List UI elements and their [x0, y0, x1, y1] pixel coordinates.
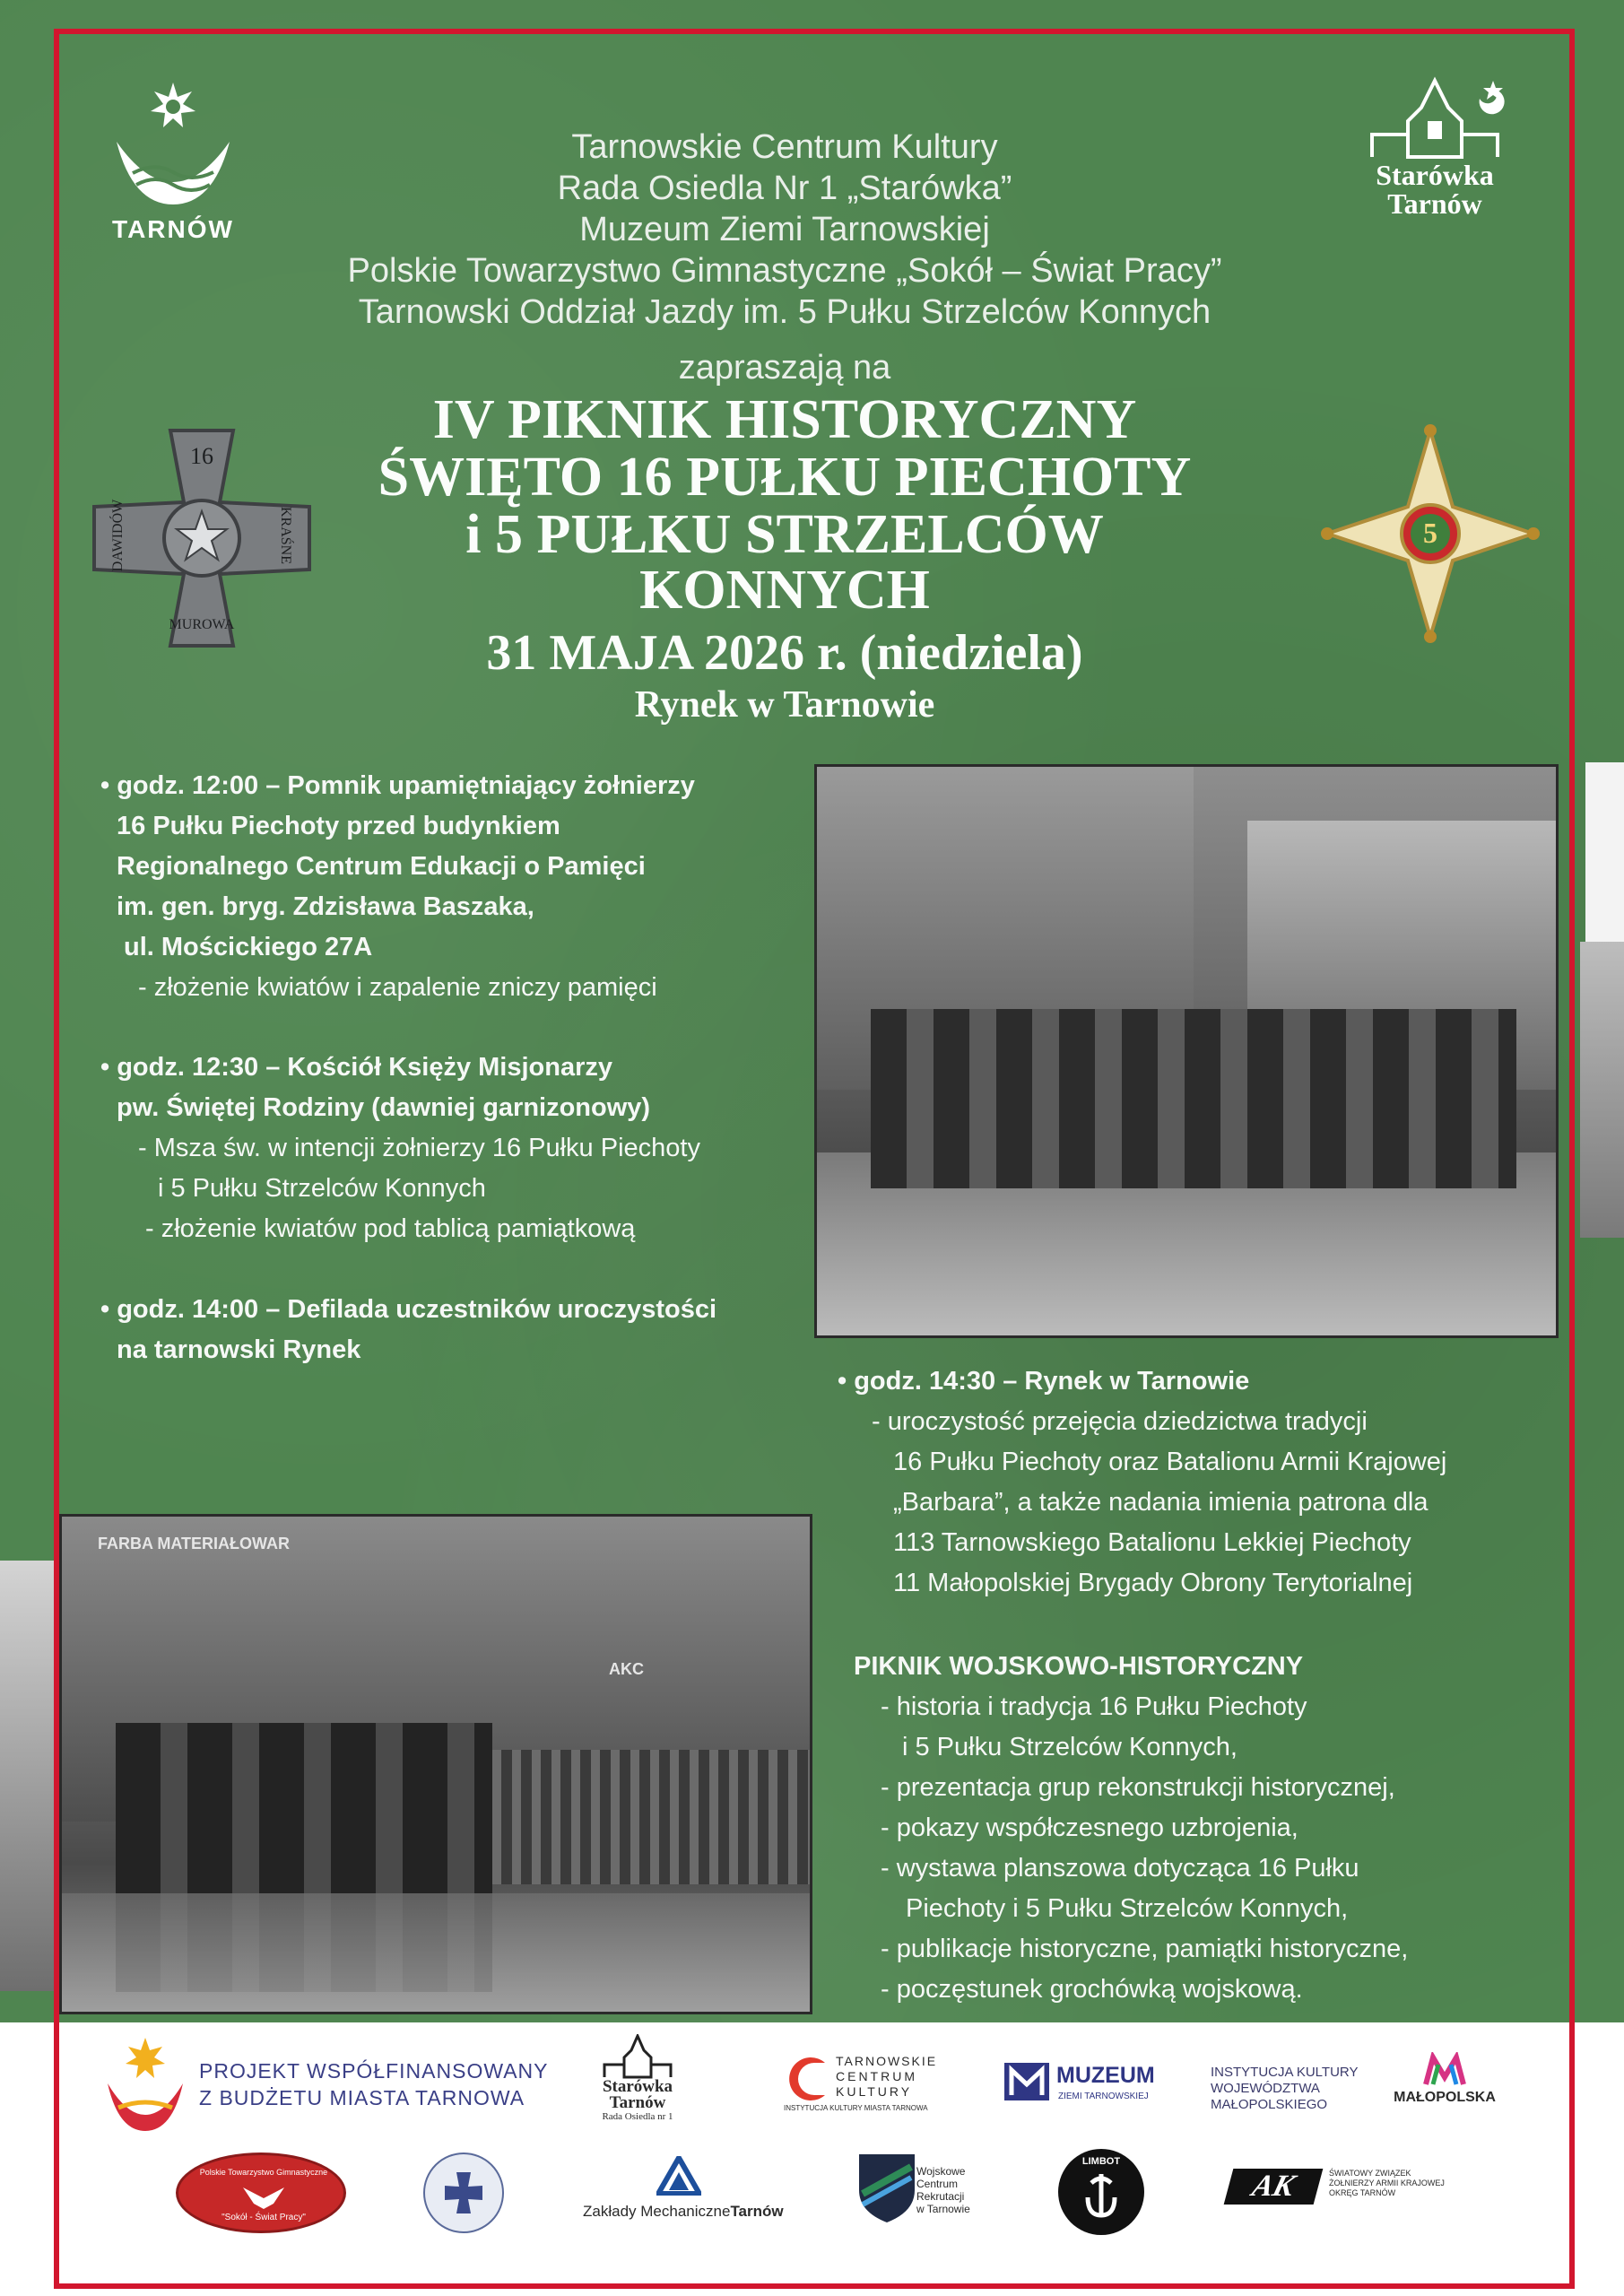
starowka-logo — [1345, 72, 1524, 224]
picnic-section — [854, 1647, 1571, 2010]
starowka-logo-text-2: Tarnów — [1387, 187, 1482, 220]
zaklady-text — [583, 2203, 784, 2221]
event-date: 31 MAJA 2026 r. (niedziela) — [486, 625, 1083, 681]
schedule-item-4-sub-2: 16 Pułku Piechoty oraz Batalionu Armii Krajowej — [893, 1448, 1447, 1476]
ik-line-2: WOJEWÓDZTWA — [1211, 2081, 1320, 2096]
schedule-item-2-sub-3: - złożenie kwiatów pod tablicą pamiątkową — [145, 1214, 636, 1243]
organizer-line-1: Tarnowskie Centrum Kultury — [571, 128, 998, 166]
ik-line-1: INSTYTUCJA KULTURY — [1211, 2065, 1359, 2080]
castle-icon — [1345, 72, 1524, 161]
schedule-item-1-line-3: Regionalnego Centrum Edukacji o Pamięci — [117, 852, 646, 881]
funding-line-2: Z BUDŻETU MIASTA TARNOWA — [199, 2086, 525, 2109]
picnic-sub-4: - pokazy współczesnego uzbrojenia, — [881, 1813, 1298, 1842]
footer-castle-icon — [588, 2034, 687, 2079]
picnic-sub-7: - publikacje historyczne, pamiątki historyczne, — [881, 1935, 1409, 1963]
zaklady-icon — [656, 2156, 701, 2196]
footer-starowka-logo — [588, 2034, 687, 2124]
schedule-item-2-sub-2: i 5 Pułku Strzelców Konnych — [158, 1174, 486, 1203]
organizer-line-4: Polskie Towarzystwo Gimnastyczne „Sokół – Świat Pracy” — [347, 252, 1222, 290]
tck-line-3: KULTURY — [836, 2084, 913, 2099]
picnic-sub-5: - wystawa planszowa dotycząca 16 Pułku — [881, 1854, 1359, 1883]
schedule-item-4-line-1: • godz. 14:30 – Rynek w Tarnowie — [838, 1367, 1250, 1396]
tck-line-1: TARNOWSKIE — [836, 2054, 938, 2068]
schedule-item-4-sub-1: - uroczystość przejęcia dziedzictwa tradycji — [872, 1407, 1368, 1436]
title-line-2: ŚWIĘTO 16 PUŁKU PIECHOTY — [378, 447, 1192, 508]
picnic-sub-6: Piechoty i 5 Pułku Strzelców Konnych, — [906, 1894, 1349, 1923]
photo-infantry-parade — [814, 764, 1559, 1338]
picnic-heading: PIKNIK WOJSKOWO-HISTORYCZNY — [854, 1652, 1304, 1681]
title-line-4: KONNYCH — [639, 560, 930, 621]
tarnow-logo-text: TARNÓW — [112, 215, 234, 243]
photo-cavalry-parade — [59, 1514, 812, 2014]
schedule-item-4-sub-5: 11 Małopolskiej Brygady Obrony Terytorialnej — [893, 1569, 1413, 1597]
picnic-sub-1: - historia i tradycja 16 Pułku Piechoty — [881, 1692, 1307, 1721]
limbot-text: LIMBOT — [1081, 2156, 1121, 2167]
ik-line-3: MAŁOPOLSKIEGO — [1211, 2097, 1328, 2112]
schedule-item-2-sub-1: - Msza św. w intencji żołnierzy 16 Pułku Piechoty — [138, 1134, 700, 1162]
sokol-bird-icon — [241, 2179, 286, 2211]
footer-tarnow-logo — [100, 2034, 190, 2133]
sokol-line-1: Polskie Towarzystwo Gimnastyczne — [199, 2168, 328, 2177]
wcr-line-3: Rekrutacji — [916, 2190, 965, 2203]
footer-malopolska-logo — [1386, 2052, 1503, 2115]
footer-ak-logo — [1229, 2169, 1515, 2222]
cross-5-pulk — [1318, 422, 1542, 646]
organizer-line-5: Tarnowski Oddział Jazdy im. 5 Pułku Strzelców Konnych — [358, 293, 1211, 331]
footer-starowka-3: Rada Osiedla nr 1 — [602, 2111, 673, 2122]
zaklady-part-2: Mechaniczne — [640, 2203, 731, 2220]
starowka-logo-text-1: Starówka — [1376, 159, 1494, 191]
schedule-item-1-line-4: im. gen. bryg. Zdzisława Baszaka, — [117, 892, 534, 921]
cross-16-left: DAWIDÓW — [110, 499, 126, 572]
wcr-line-2: Centrum — [916, 2178, 959, 2190]
organizer-line-3: Muzeum Ziemi Tarnowskiej — [579, 211, 990, 248]
tarnow-logo — [106, 79, 240, 249]
footer-badge-logo — [423, 2152, 504, 2233]
wcr-line-4: w Tarnowie — [916, 2203, 970, 2215]
schedule-item-4 — [838, 1361, 1573, 1604]
malopolska-icon — [1386, 2052, 1503, 2088]
badge-cross-icon — [425, 2154, 502, 2231]
cross-16-pulk — [85, 422, 318, 655]
malopolska-text: MAŁOPOLSKA — [1394, 2090, 1496, 2105]
tck-icon — [784, 2054, 830, 2104]
schedule-item-4-sub-4: 113 Tarnowskiego Batalionu Lekkiej Piechoty — [893, 1528, 1411, 1557]
schedule-item-1-line-1: • godz. 12:00 – Pomnik upamiętniający żołnierzy — [100, 771, 695, 800]
photo2-sign-2: AKC — [609, 1660, 644, 1678]
sokol-line-2: "Sokół - Świat Pracy" — [221, 2213, 306, 2222]
schedule-item-3-line-1: • godz. 14:00 – Defilada uczestników uroczystości — [100, 1295, 717, 1324]
footer-tck-logo — [784, 2054, 963, 2117]
wcr-line-1: Wojskowe — [916, 2165, 966, 2178]
footer-muzeum-logo — [1003, 2059, 1182, 2113]
invite-text: zapraszają na — [678, 349, 891, 387]
organizer-line-2: Rada Osiedla Nr 1 „Starówka” — [557, 170, 1012, 207]
title-line-1: IV PIKNIK HISTORYCZNY — [432, 389, 1137, 450]
schedule-item-2-line-1: • godz. 12:30 – Kościół Księży Misjonarzy — [100, 1053, 613, 1082]
schedule-item-3 — [100, 1290, 809, 1370]
cross-5-center: 5 — [1423, 517, 1437, 549]
zaklady-part-3: Tarnów — [730, 2203, 784, 2220]
funding-line-1: PROJEKT WSPÓŁFINANSOWANY — [199, 2059, 549, 2083]
schedule-item-4-sub-3: „Barbara”, a także nadania imienia patrona dla — [893, 1488, 1429, 1517]
title-line-3: i 5 PUŁKU STRZELCÓW — [465, 504, 1104, 565]
tck-line-2: CENTRUM — [836, 2069, 917, 2083]
tarnow-crescent-icon — [106, 79, 240, 213]
schedule-item-1 — [100, 766, 809, 1008]
photo1-soldiers — [871, 1009, 1516, 1188]
footer-zaklady-logo — [583, 2156, 784, 2228]
footer-limbot-logo — [1058, 2149, 1144, 2235]
footer-starowka-2: Tarnów — [609, 2093, 666, 2112]
event-place: Rynek w Tarnowie — [634, 684, 935, 726]
footer-wcr-logo — [855, 2149, 999, 2239]
zaklady-part-1: Zakłady — [583, 2203, 637, 2220]
right-edge-photo-strip — [1580, 942, 1624, 1238]
footer-starowka-1: Starówka — [602, 2077, 673, 2096]
muzeum-line-2: ZIEMI TARNOWSKIEJ — [1058, 2092, 1149, 2101]
ak-line-2: ŻOŁNIERZY ARMII KRAJOWEJ — [1329, 2179, 1445, 2187]
photo2-sign-1: FARBA MATERIAŁOWAR — [98, 1535, 290, 1552]
schedule-item-2 — [100, 1048, 809, 1249]
wcr-shield-icon — [855, 2149, 918, 2224]
ak-line-1: ŚWIATOWY ZWIĄZEK — [1329, 2169, 1411, 2178]
ak-mark: AK — [1224, 2169, 1324, 2205]
schedule-item-3-line-2: na tarnowski Rynek — [117, 1335, 361, 1364]
footer-sokol-logo — [176, 2152, 346, 2233]
picnic-sub-3: - prezentacja grup rekonstrukcji historycznej, — [881, 1773, 1395, 1802]
left-edge-photo-strip — [0, 1561, 56, 1991]
ak-line-3: OKRĘG TARNÓW — [1329, 2188, 1396, 2197]
muzeum-icon — [1003, 2059, 1051, 2104]
photo2-street — [62, 1893, 812, 2014]
cross-16-bottom: MUROWA — [169, 617, 235, 632]
tck-line-4: INSTYTUCJA KULTURY MIASTA TARNOWA — [784, 2104, 928, 2112]
schedule-item-1-sub-1: - złożenie kwiatów i zapalenie zniczy pamięci — [138, 973, 657, 1002]
schedule-item-2-line-2: pw. Świętej Rodziny (dawniej garnizonowy) — [117, 1093, 651, 1122]
cross-16-right: KRAŚNE — [278, 506, 293, 564]
cross-16-top: 16 — [190, 443, 213, 469]
schedule-item-1-line-5: ul. Mościckiego 27A — [124, 933, 373, 961]
tarnow-color-logo-icon — [100, 2034, 190, 2133]
picnic-sub-8: - poczęstunek grochówką wojskową. — [881, 1975, 1303, 2004]
schedule-item-1-line-2: 16 Pułku Piechoty przed budynkiem — [117, 812, 560, 840]
picnic-sub-2: i 5 Pułku Strzelców Konnych, — [902, 1733, 1238, 1761]
anchor-icon — [1079, 2170, 1124, 2221]
muzeum-line-1: MUZEUM — [1056, 2063, 1155, 2088]
